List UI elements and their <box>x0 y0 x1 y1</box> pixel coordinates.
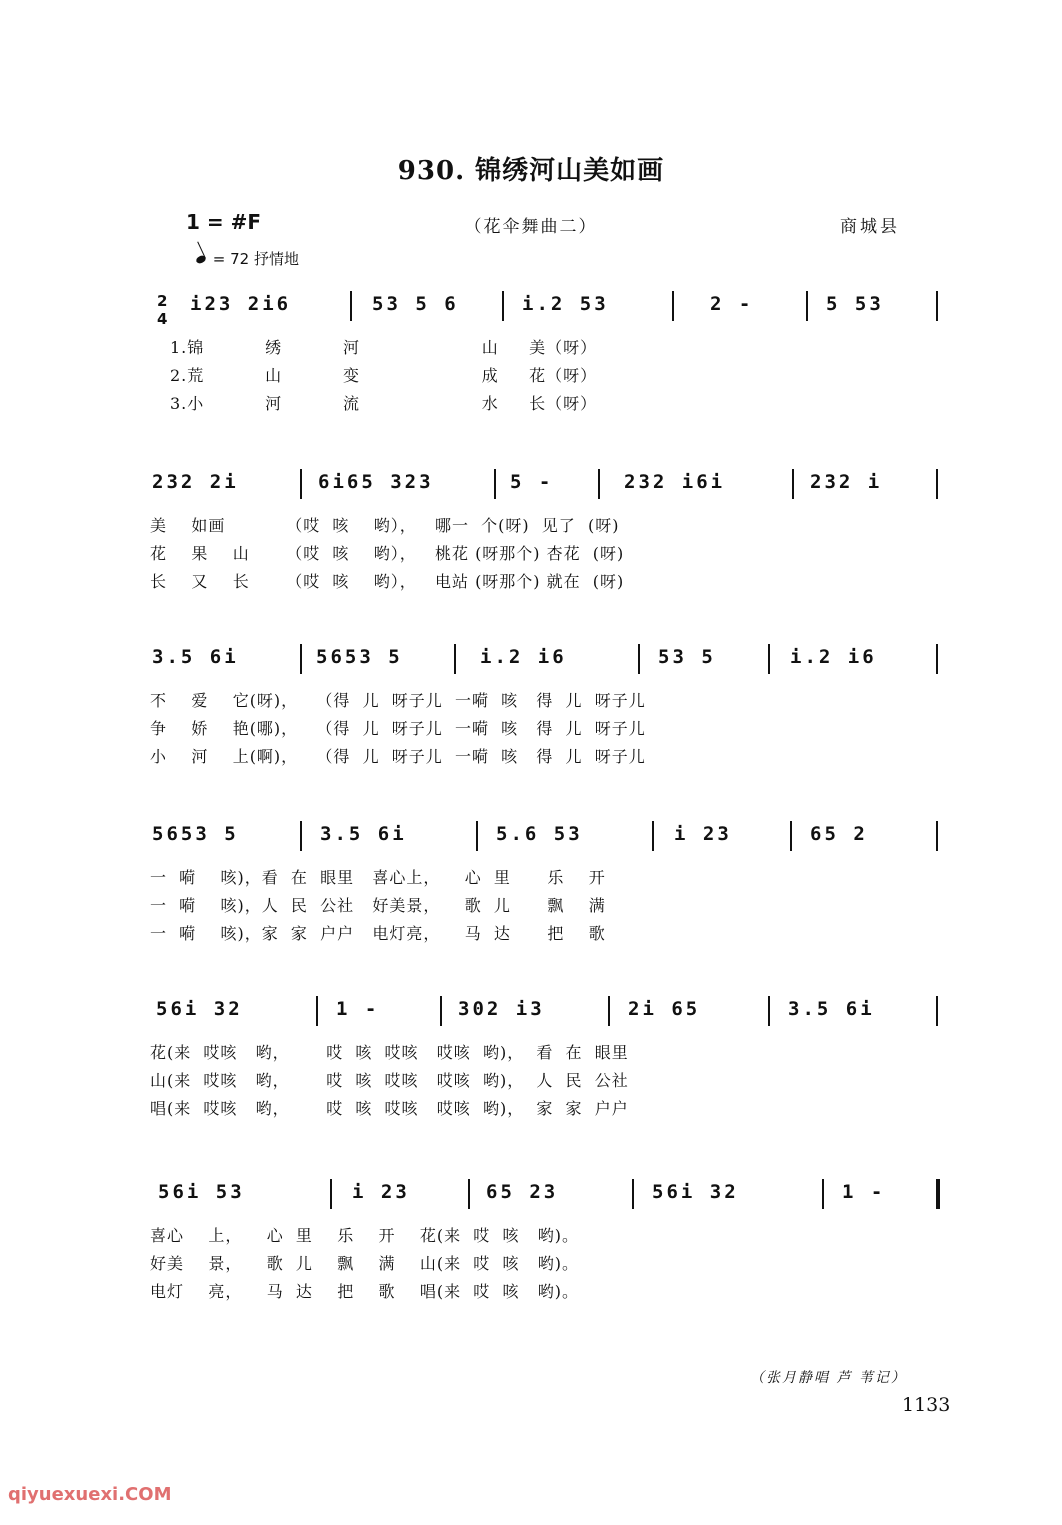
time-signature-bottom: 4 <box>157 310 168 328</box>
barline <box>806 291 808 321</box>
lyric-verse-1: 不 爱 它(呀)， （得 儿 呀子儿 一嗬 咳 得 儿 呀子儿 <box>150 691 646 710</box>
barline <box>300 469 302 499</box>
measure: 56i 53 <box>158 1181 245 1203</box>
notation-line <box>150 1173 950 1213</box>
barline <box>768 644 770 674</box>
barline <box>632 1179 634 1209</box>
lyrics-block <box>150 335 950 419</box>
barline <box>598 469 600 499</box>
measure: 232 i6i <box>624 471 726 493</box>
score-system-3 <box>150 638 950 772</box>
lyric-verse-2: 一 嗬 咳)，人 民 公社 好美景， 歌 儿 飘 满 <box>150 896 606 915</box>
barline <box>468 1179 470 1209</box>
measure: 3.5 6i <box>320 823 407 845</box>
lyric-verse-3: 唱(来 哎咳 哟， 哎 咳 哎咳 哎咳 哟)， 家 家 户户 <box>150 1099 629 1118</box>
lyrics-block <box>150 1223 950 1307</box>
page-title: 930. 锦绣河山美如画 <box>397 156 665 186</box>
barline <box>792 469 794 499</box>
lyric-verse-3: 电灯 亮， 马 达 把 歌 唱(来 哎 咳 哟)。 <box>150 1282 579 1301</box>
measure: 232 2i <box>152 471 239 493</box>
lyrics-block <box>150 688 950 772</box>
measure: 53 5 6 <box>372 293 459 315</box>
lyric-verse-3: 3.小 河 流 水 长（呀） <box>170 394 598 413</box>
measure: 65 23 <box>486 1181 559 1203</box>
notation-line <box>150 463 950 503</box>
final-barline <box>936 1179 940 1209</box>
lyric-verse-1: 1.锦 绣 河 山 美（呀） <box>170 338 598 357</box>
barline <box>316 996 318 1026</box>
score-system-1 <box>150 285 950 419</box>
lyric-verse-1: 一 嗬 咳)，看 在 眼里 喜心上， 心 里 乐 开 <box>150 868 606 887</box>
measure: 56i 32 <box>652 1181 739 1203</box>
measure: i.2 i6 <box>480 646 567 668</box>
lyric-verse-3: 小 河 上(啊)， （得 儿 呀子儿 一嗬 咳 得 儿 呀子儿 <box>150 747 646 766</box>
measure: 232 i <box>810 471 883 493</box>
barline <box>936 644 938 674</box>
measure: 5653 5 <box>152 823 239 845</box>
barline <box>608 996 610 1026</box>
score-system-6 <box>150 1173 950 1307</box>
measure: i.2 53 <box>522 293 609 315</box>
barline <box>652 821 654 851</box>
lyric-verse-3: 长 又 长 （哎 咳 哟）， 电站 (呀那个) 就在 (呀) <box>150 572 625 591</box>
barline <box>936 291 938 321</box>
barline <box>822 1179 824 1209</box>
lyrics-block <box>150 865 950 949</box>
measure: i23 2i6 <box>190 293 292 315</box>
tempo-marking <box>196 248 299 269</box>
subtitle: （花伞舞曲二） <box>464 217 598 237</box>
score-system-5 <box>150 990 950 1124</box>
measure: 53 5 <box>658 646 716 668</box>
barline <box>330 1179 332 1209</box>
measure: 2i 65 <box>628 998 701 1020</box>
barline <box>454 644 456 674</box>
measure: 56i 32 <box>156 998 243 1020</box>
lyric-verse-1: 喜心 上， 心 里 乐 开 花(来 哎 咳 哟)。 <box>150 1226 579 1245</box>
measure: i 23 <box>674 823 732 845</box>
barline <box>476 821 478 851</box>
measure: 3.5 6i <box>788 998 875 1020</box>
lyric-verse-3: 一 嗬 咳)，家 家 户户 电灯亮， 马 达 把 歌 <box>150 924 606 943</box>
barline <box>936 821 938 851</box>
measure: i 23 <box>352 1181 410 1203</box>
lyric-verse-1: 美 如画 （哎 咳 哟）， 哪一 个(呀) 见了 (呀) <box>150 516 620 535</box>
lyric-verse-2: 2.荒 山 变 成 花（呀） <box>170 366 598 385</box>
notation-line <box>150 815 950 855</box>
notation-line <box>150 990 950 1030</box>
score-system-4 <box>150 815 950 949</box>
lyrics-block <box>150 1040 950 1124</box>
barline <box>936 469 938 499</box>
barline <box>300 821 302 851</box>
quarter-note-icon <box>195 254 207 265</box>
measure: 1 - <box>336 998 380 1020</box>
measure: 5653 5 <box>316 646 403 668</box>
measure: i.2 i6 <box>790 646 877 668</box>
lyric-verse-2: 好美 景， 歌 儿 飘 满 山(来 哎 咳 哟)。 <box>150 1254 579 1273</box>
barline <box>494 469 496 499</box>
measure: 6i65 323 <box>318 471 434 493</box>
credit-line: （张月静唱 芦 苇记） <box>750 1370 907 1386</box>
origin-label: 商城县 <box>840 217 900 237</box>
notation-line <box>150 638 950 678</box>
barline <box>790 821 792 851</box>
barline <box>440 996 442 1026</box>
measure: 302 i3 <box>458 998 545 1020</box>
barline <box>936 996 938 1026</box>
lyrics-block <box>150 513 950 597</box>
lyric-verse-2: 花 果 山 （哎 咳 哟）， 桃花 (呀那个) 杏花 (呀) <box>150 544 625 563</box>
barline <box>300 644 302 674</box>
measure: 1 - <box>842 1181 886 1203</box>
key-signature: 1 = #F <box>186 210 262 234</box>
barline <box>502 291 504 321</box>
lyric-verse-2: 山(来 哎咳 哟， 哎 咳 哎咳 哎咳 哟)， 人 民 公社 <box>150 1071 629 1090</box>
measure: 5 53 <box>826 293 884 315</box>
lyric-verse-2: 争 娇 艳(哪)， （得 儿 呀子儿 一嗬 咳 得 儿 呀子儿 <box>150 719 646 738</box>
notation-line <box>150 285 950 325</box>
measure: 3.5 6i <box>152 646 239 668</box>
page-number: 1133 <box>902 1394 951 1416</box>
lyric-verse-1: 花(来 哎咳 哟， 哎 咳 哎咳 哎咳 哟)， 看 在 眼里 <box>150 1043 629 1062</box>
measure: 65 2 <box>810 823 868 845</box>
barline <box>638 644 640 674</box>
measure: 5 - <box>510 471 554 493</box>
tempo-text: = 72 抒情地 <box>212 250 299 268</box>
barline <box>672 291 674 321</box>
measure: 5.6 53 <box>496 823 583 845</box>
watermark: qiyuexuexi.COM <box>8 1484 172 1505</box>
score-system-2 <box>150 463 950 597</box>
barline <box>768 996 770 1026</box>
barline <box>350 291 352 321</box>
measure: 2 - <box>710 293 754 315</box>
time-signature-top: 2 <box>157 292 168 310</box>
